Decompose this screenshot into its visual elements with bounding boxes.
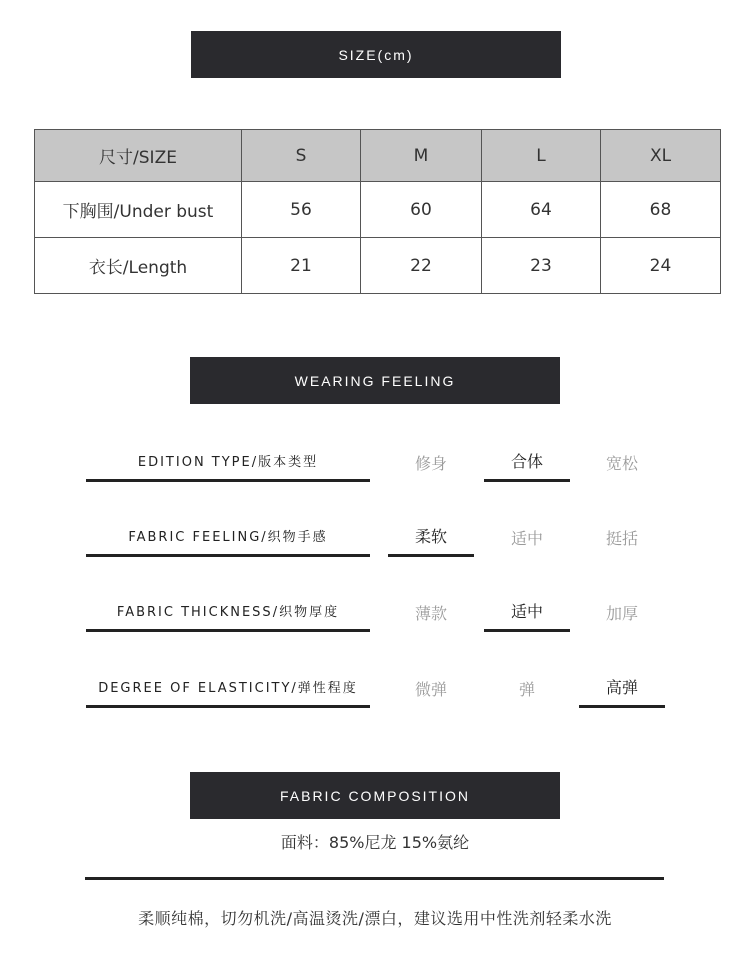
elasticity-option-high: 高弹 — [579, 668, 665, 708]
edition-type-label: EDITION TYPE/版本类型 — [86, 442, 370, 482]
size-header-s: S — [242, 130, 361, 182]
row-label-length: 衣长/Length — [35, 238, 242, 294]
fabric-thickness-row — [0, 592, 750, 652]
elasticity-row — [0, 668, 750, 728]
cell-value: 23 — [482, 238, 601, 294]
elasticity-label: DEGREE OF ELASTICITY/弹性程度 — [86, 668, 370, 708]
cell-value: 64 — [482, 182, 601, 238]
size-header-m: M — [361, 130, 482, 182]
cell-value: 24 — [601, 238, 721, 294]
fabric-title-text: FABRIC COMPOSITION — [279, 787, 470, 804]
feeling-option-medium: 适中 — [510, 528, 543, 548]
edition-option-regular: 合体 — [484, 442, 570, 482]
thickness-option-medium: 适中 — [484, 592, 570, 632]
size-header-xl: XL — [601, 130, 721, 182]
size-table-header-row — [35, 130, 721, 182]
cell-value: 21 — [242, 238, 361, 294]
fabric-composition-text: 面料：85%尼龙 15%氨纶 — [280, 833, 470, 852]
feeling-option-soft: 柔软 — [388, 517, 474, 557]
fabric-feeling-row — [0, 517, 750, 577]
edition-option-slim: 修身 — [414, 453, 447, 473]
cell-value: 60 — [361, 182, 482, 238]
cell-value: 56 — [242, 182, 361, 238]
wearing-title-text: WEARING FEELING — [294, 372, 456, 389]
fabric-thickness-label: FABRIC THICKNESS/织物厚度 — [86, 592, 370, 632]
cell-value: 68 — [601, 182, 721, 238]
size-header-label: 尺寸/SIZE — [35, 130, 242, 182]
size-table — [34, 129, 721, 294]
table-row — [35, 182, 721, 238]
size-header-l: L — [482, 130, 601, 182]
edition-type-row — [0, 442, 750, 502]
care-instructions-text: 柔顺纯棉，切勿机洗/高温烫洗/漂白，建议选用中性洗剂轻柔水洗 — [138, 909, 612, 928]
elasticity-option-slight: 微弹 — [414, 679, 447, 699]
edition-option-loose: 宽松 — [605, 453, 638, 473]
fabric-feeling-label: FABRIC FEELING/织物手感 — [86, 517, 370, 557]
size-title-text: SIZE(cm) — [338, 46, 414, 63]
divider — [85, 877, 664, 880]
size-section-title — [191, 31, 561, 78]
elasticity-option-elastic: 弹 — [518, 679, 535, 699]
row-label-under-bust: 下胸围/Under bust — [35, 182, 242, 238]
wearing-section-title — [190, 357, 560, 404]
cell-value: 22 — [361, 238, 482, 294]
fabric-section-title — [190, 772, 560, 819]
thickness-option-thin: 薄款 — [414, 603, 447, 623]
feeling-option-stiff: 挺括 — [605, 528, 638, 548]
table-row — [35, 238, 721, 294]
thickness-option-thick: 加厚 — [605, 603, 638, 623]
